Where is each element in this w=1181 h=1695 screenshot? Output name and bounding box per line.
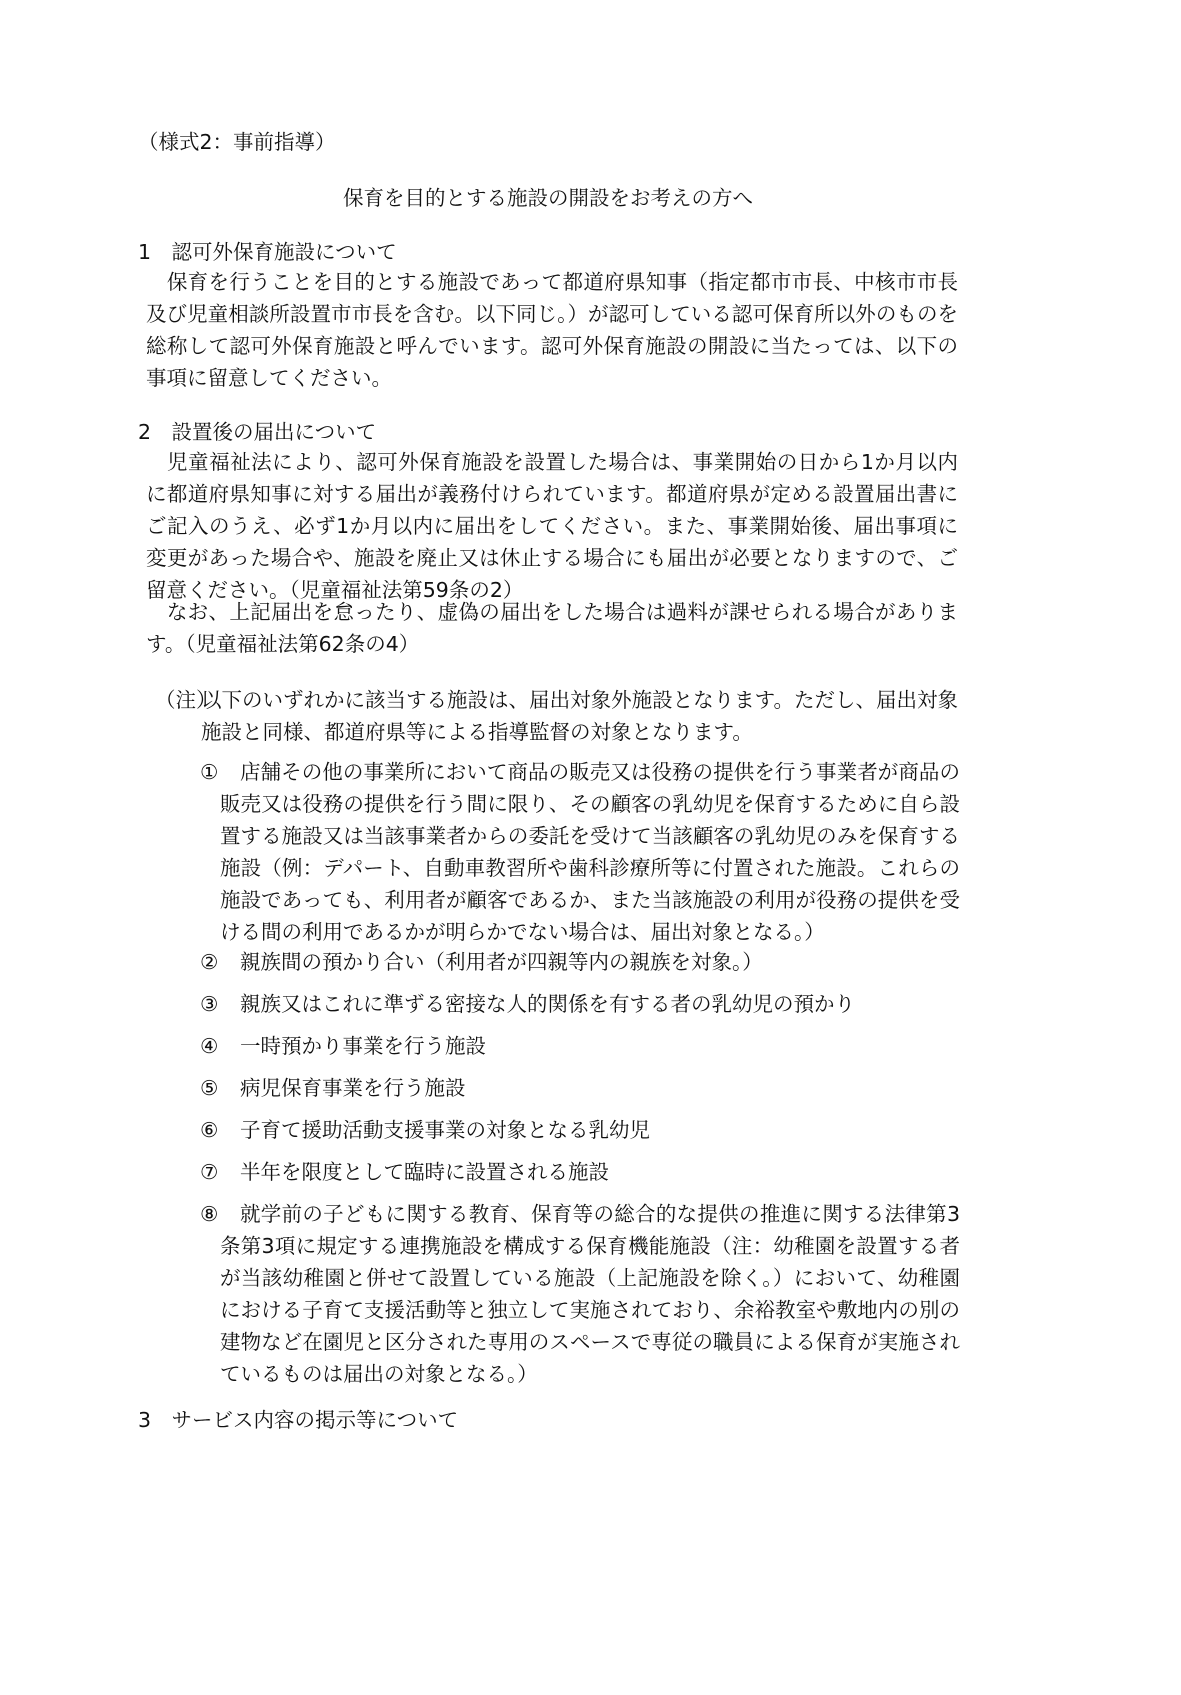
section2-penalty-note: なお、上記届出を怠ったり、虚偽の届出をした場合は過料が課せられる場合があります。（児童福祉法第62条の4） xyxy=(146,600,958,656)
note-label: （注） xyxy=(155,688,217,712)
item-text: 病児保育事業を行う施設 xyxy=(240,1076,466,1100)
item-text: 子育て援助活動支援事業の対象となる乳幼児 xyxy=(240,1118,650,1142)
exemption-item-6 xyxy=(200,1114,960,1146)
section2-body: 児童福祉法により、認可外保育施設を設置した場合は、事業開始の日から1か月以内に都道府県知事に対する届出が義務付けられています。都道府県が定める設置届出書にご記入のうえ、必ず1か月以内に届出をしてください。また、事業開始後、届出事項に変更があった場合や、施設を廃止又は休止する場合にも届出が必要となりますので、ご留意ください。（児童福祉法第59条の2） xyxy=(146,450,958,602)
item-text: 親族又はこれに準ずる密接な人的関係を有する者の乳幼児の預かり xyxy=(240,992,855,1016)
item-number: ⑥ xyxy=(200,1118,219,1142)
item-text: 就学前の子どもに関する教育、保育等の総合的な提供の推進に関する法律第3条第3項に規定する連携施設を構成する保育機能施設（注：幼稚園を設置する者が当該幼稚園と併せて設置している施設（上記施設を除く。）において、幼稚園における子育て支援活動等と独立して実施されており、余裕教室や敷地内の別の建物など在園児と区分された専用のスペースで専従の職員による保育が実施されているものは届出の対象となる。） xyxy=(220,1202,960,1386)
exemption-item-2 xyxy=(200,946,960,978)
item-number: ④ xyxy=(200,1034,219,1058)
document-title: 保育を目的とする施設の開設をお考えの方へ xyxy=(343,186,753,210)
exemption-item-8 xyxy=(200,1198,960,1390)
section1-body: 保育を行うことを目的とする施設であって都道府県知事（指定都市市長、中核市市長及び児童相談所設置市市長を含む。以下同じ。）が認可している認可保育所以外のものを総称して認可外保育施設と呼んでいます。認可外保育施設の開設に当たっては、以下の事項に留意してください。 xyxy=(146,270,958,390)
form-label: （様式2：事前指導） xyxy=(138,130,336,154)
item-number: ⑦ xyxy=(200,1160,219,1184)
item-text: 一時預かり事業を行う施設 xyxy=(240,1034,486,1058)
item-text: 親族間の預かり合い（利用者が四親等内の親族を対象。） xyxy=(240,950,763,974)
section2-heading: 2 設置後の届出について xyxy=(138,420,377,444)
exemption-item-1 xyxy=(200,756,960,948)
exemption-item-7 xyxy=(200,1156,960,1188)
item-text: 店舗その他の事業所において商品の販売又は役務の提供を行う事業者が商品の販売又は役務の提供を行う間に限り、その顧客の乳幼児を保育するために自ら設置する施設又は当該事業者からの委託を受けて当該顧客の乳幼児のみを保育する施設（例：デパート、自動車教習所や歯科診療所等に付置された施設。これらの施設であっても、利用者が顧客であるか、また当該施設の利用が役務の提供を受ける間の利用であるかが明らかでない場合は、届出対象となる。） xyxy=(220,760,960,944)
section3-heading: 3 サービス内容の掲示等について xyxy=(138,1408,459,1432)
exemption-item-4 xyxy=(200,1030,960,1062)
item-number: ⑧ xyxy=(200,1202,219,1226)
section1-heading: 1 認可外保育施設について xyxy=(138,240,397,264)
item-number: ① xyxy=(200,760,219,784)
exemption-item-5 xyxy=(200,1072,960,1104)
exemption-item-3 xyxy=(200,988,960,1020)
item-text: 半年を限度として臨時に設置される施設 xyxy=(240,1160,609,1184)
note-text: 以下のいずれかに該当する施設は、届出対象外施設となります。ただし、届出対象施設と同様、都道府県等による指導監督の対象となります。 xyxy=(201,688,958,744)
item-number: ② xyxy=(200,950,219,974)
item-number: ⑤ xyxy=(200,1076,219,1100)
item-number: ③ xyxy=(200,992,219,1016)
